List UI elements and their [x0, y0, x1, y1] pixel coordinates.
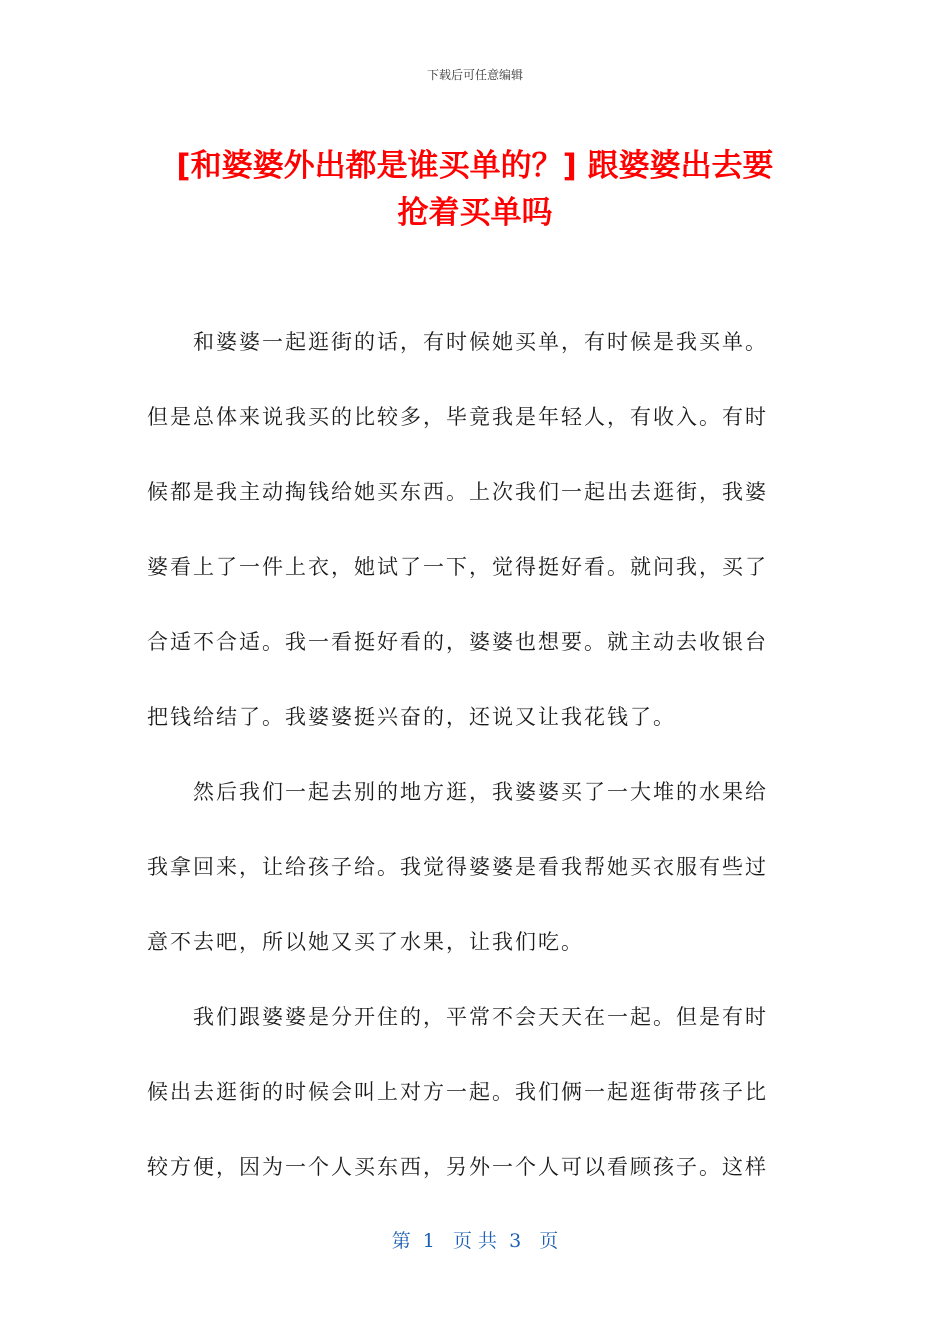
body-line: 较方便，因为一个人买东西，另外一个人可以看顾孩子。这样	[147, 1155, 768, 1179]
title-line-2: 抢着买单吗	[397, 195, 553, 231]
title-line-1: [和婆婆外出都是谁买单的？] 跟婆婆出去要	[176, 148, 774, 184]
document-title	[120, 143, 830, 237]
body-line: 婆看上了一件上衣，她试了一下，觉得挺好看。就问我，买了	[147, 555, 768, 579]
body-line: 然后我们一起去别的地方逛，我婆婆买了一大堆的水果给	[193, 780, 768, 804]
body-line: 合适不合适。我一看挺好看的，婆婆也想要。就主动去收银台	[147, 630, 768, 654]
body-line: 但是总体来说我买的比较多，毕竟我是年轻人，有收入。有时	[147, 405, 768, 429]
download-note: 下载后可任意编辑	[426, 68, 523, 82]
body-line: 意不去吧，所以她又买了水果，让我们吃。	[147, 930, 584, 954]
body-line: 把钱给结了。我婆婆挺兴奋的，还说又让我花钱了。	[147, 705, 676, 729]
body-line: 候都是我主动掏钱给她买东西。上次我们一起出去逛街，我婆	[147, 480, 768, 504]
body-line: 候出去逛街的时候会叫上对方一起。我们俩一起逛街带孩子比	[147, 1080, 768, 1104]
body-line: 我拿回来，让给孩子给。我觉得婆婆是看我帮她买衣服有些过	[147, 855, 768, 879]
article-body	[147, 316, 790, 1216]
body-line: 和婆婆一起逛街的话，有时候她买单，有时候是我买单。	[193, 330, 768, 354]
body-line: 我们跟婆婆是分开住的，平常不会天天在一起。但是有时	[193, 1005, 768, 1029]
page-number-footer: 第 1 页 共 3 页	[391, 1230, 559, 1252]
